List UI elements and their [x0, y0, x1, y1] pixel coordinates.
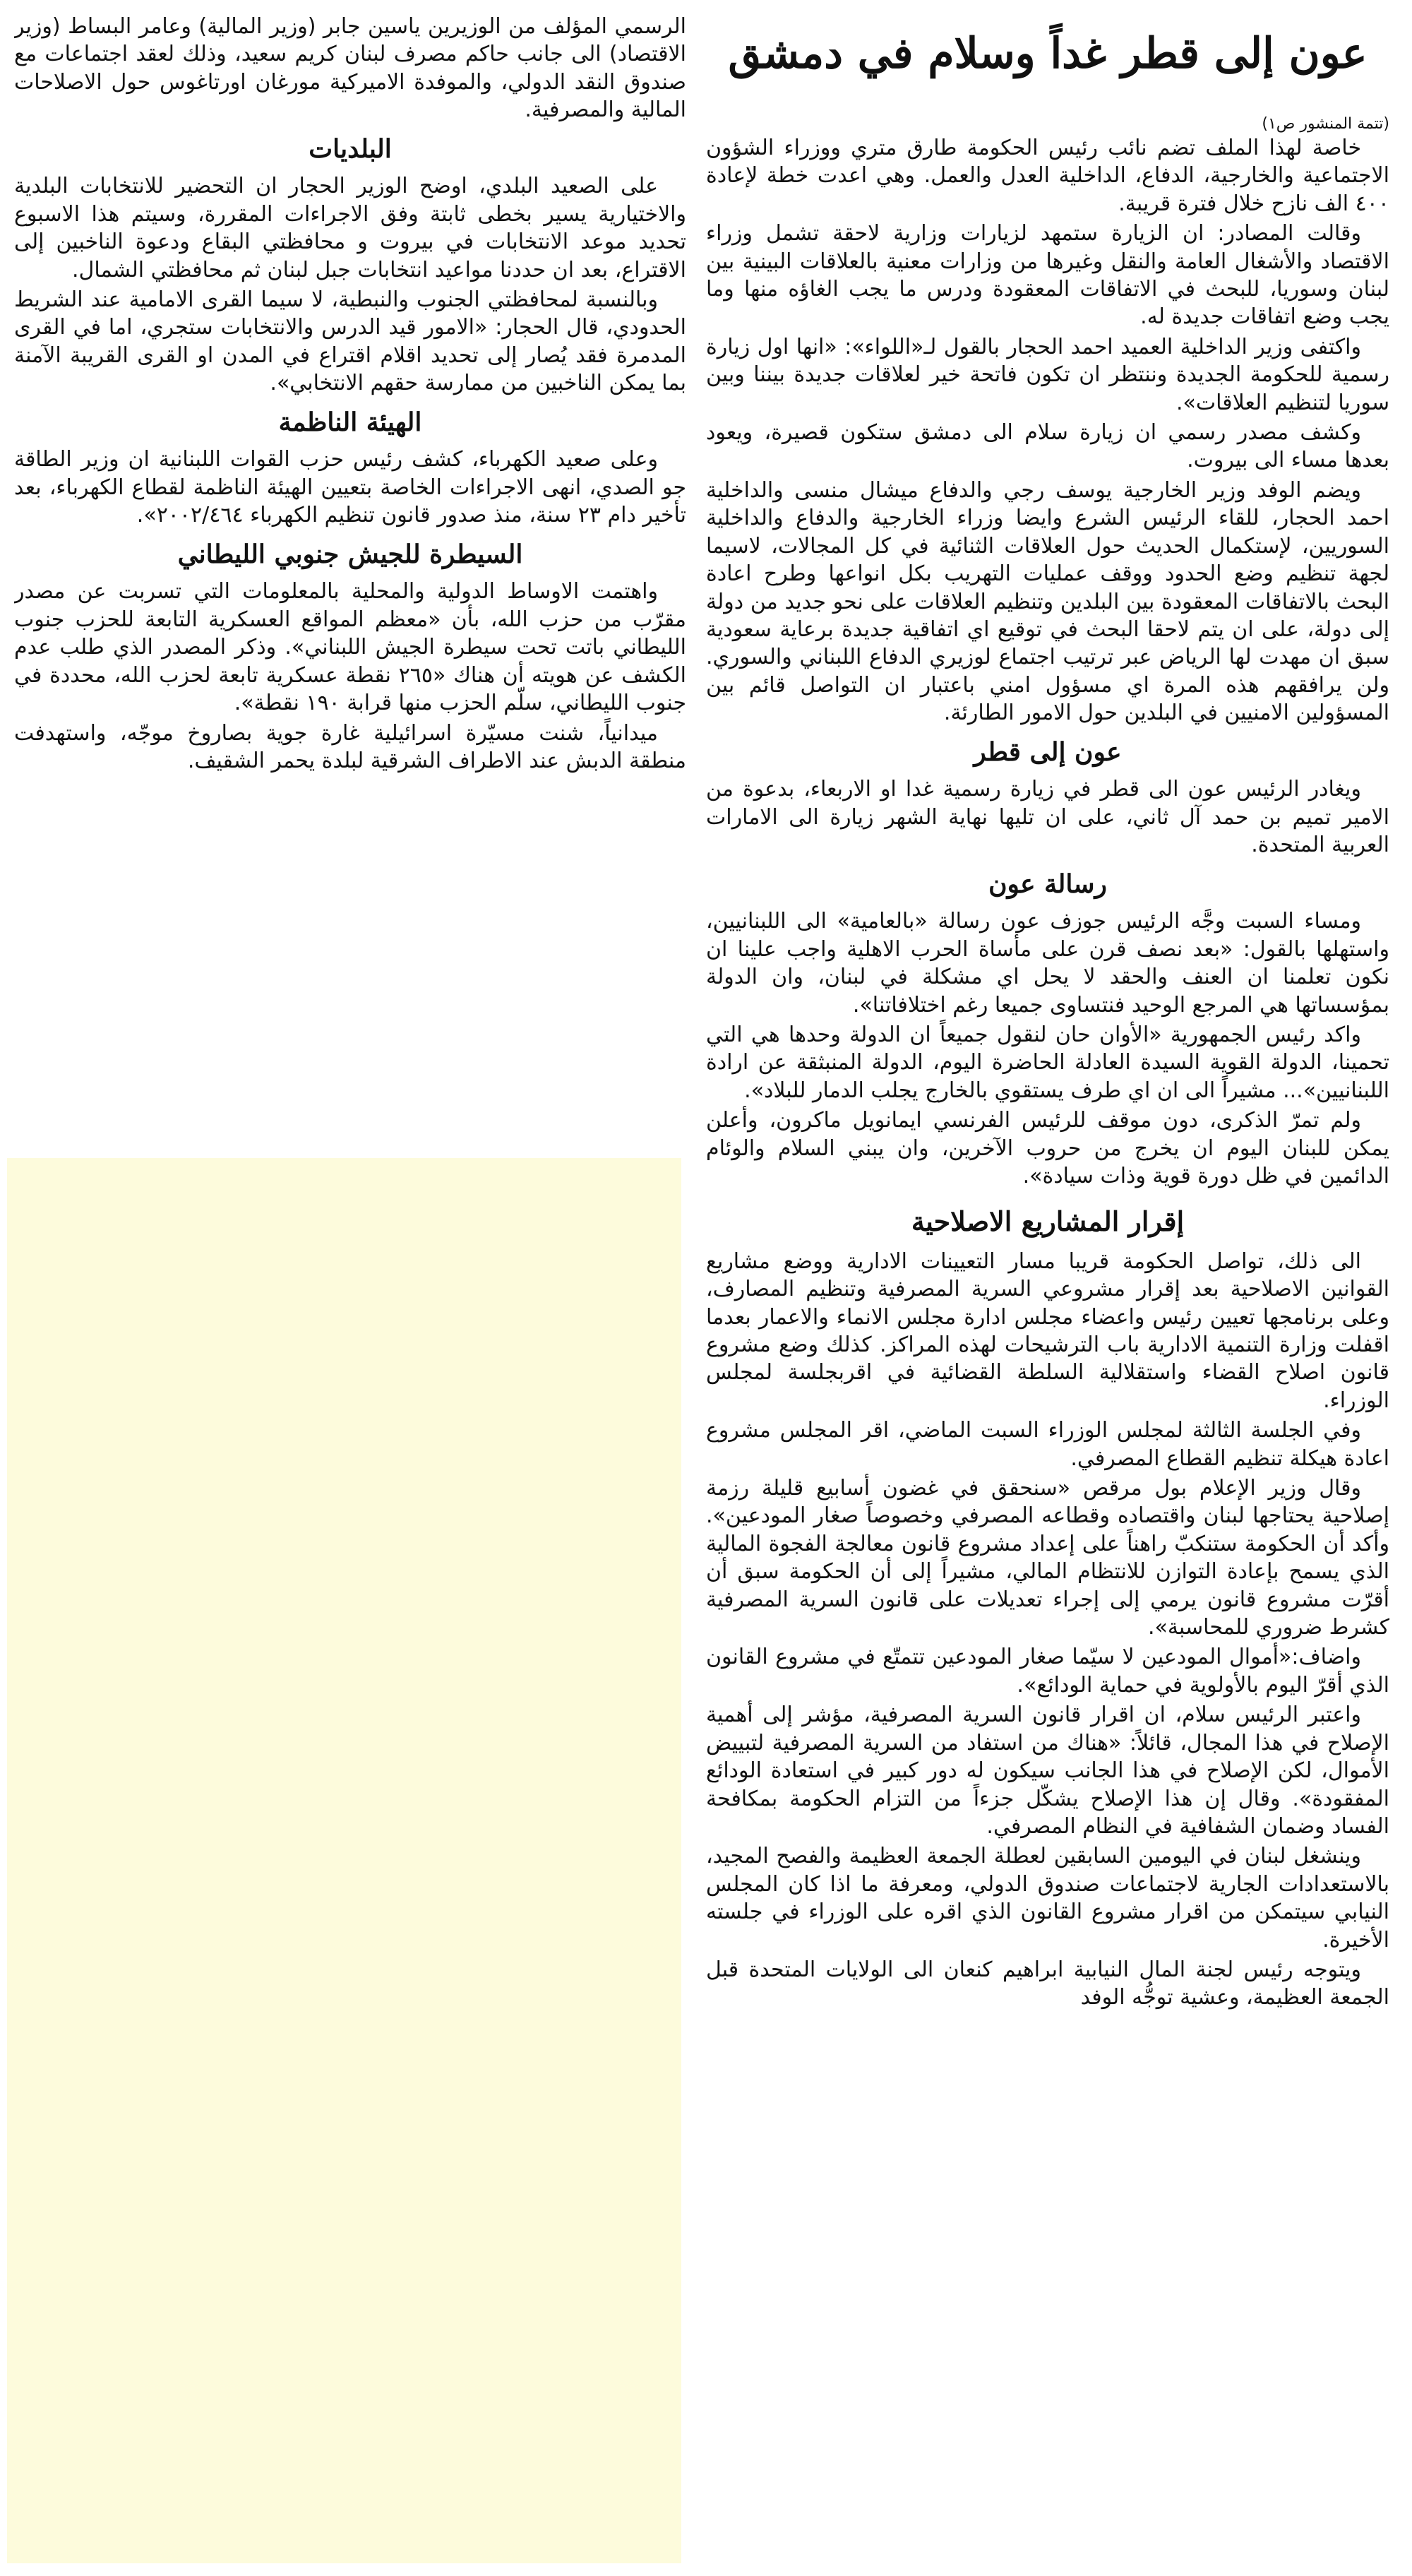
article-paragraph: واضاف:«أموال المودعين لا سيّما صغار المودعين تتمتّع في مشروع القانون الذي أقرّ اليوم بالأولوية في حماية الودائع». [706, 1645, 1389, 1698]
article-paragraph: الى ذلك، تواصل الحكومة قريبا مسار التعيينات الادارية ووضع مشاريع القوانين الاصلاحية بعد إقرار مشروعي السرية المصرفية وتنظيم المصارف، وعلى برنامجها تعيين رئيس واعضاء مجلس ادارة مجلس الانماء والاعمار بعدما اقفلت وزارة التنمية الادارية باب الترشيحات لهذه المراكز. كذلك وضع مشروع قانون اصلاح القضاء واستقلالية السلطة القضائية في اقربجلسة لمجلس الوزراء. [706, 1248, 1389, 1413]
article-paragraph: الرسمي المؤلف من الوزيرين ياسين جابر (وزير المالية) وعامر البساط (وزير الاقتصاد) الى جانب حاكم مصرف لبنان كريم سعيد، وذلك لعقد اجتماعات مع صندوق النقد الدولي، والموفدة الاميركية مورغان اورتاغوس حول الاصلاحات المالية والمصرفية. [14, 14, 686, 123]
section-heading: البلديات [309, 133, 392, 164]
article-paragraph: ويغادر الرئيس عون الى قطر في زيارة رسمية غدا او الاربعاء، بدعوة من الامير تميم بن حمد آل ثاني، على ان تليها نهاية الشهر زيارة الى الامارات العربية المتحدة. [706, 777, 1389, 858]
article-paragraph: ومساء السبت وجَّه الرئيس جوزف عون رسالة «بالعامية» الى اللبنانيين، واستهلها بالقول: «بعد نصف قرن على مأساة الحرب الاهلية واجب علينا ان نكون تعلمنا ان العنف والحقد لا يحل اي مشكلة في لبنان، وان الدولة بمؤسساتها هي المرجع الوحيد فنتساوى جميعا رغم اختلافاتنا». [706, 909, 1389, 1018]
article-paragraph: وكشف مصدر رسمي ان زيارة سلام الى دمشق ستكون قصيرة، ويعود بعدها مساء الى بيروت. [706, 420, 1389, 473]
headline: عون إلى قطر غداً وسلام في دمشق [728, 29, 1368, 78]
article-paragraph: وفي الجلسة الثالثة لمجلس الوزراء السبت الماضي، اقر المجلس مشروع اعادة هيكلة تنظيم القطاع المصرفي. [706, 1418, 1389, 1471]
right-column [706, 21, 1389, 2563]
article-paragraph: واكد رئيس الجمهورية «الأوان حان لنقول جميعاً ان الدولة وحدها هي التي تحمينا، الدولة القوية السيدة العادلة الحاضرة اليوم، الدولة المنبثقة عن ارادة اللبنانيين»... مشيراً الى ان اي طرف يستقوي بالخارج يجلب الدمار للبلاد». [706, 1022, 1389, 1103]
article-paragraph: ولم تمرّ الذكرى، دون موقف للرئيس الفرنسي ايمانويل ماكرون، وأعلن يمكن للبنان اليوم ان يخرج من حروب الآخرين، وان يبني السلام والوئام الدائمين في ظل دورة قوية وذات سيادة». [706, 1108, 1389, 1188]
advertisement-placeholder [7, 1158, 681, 2563]
article-paragraph: وقال وزير الإعلام بول مرقص «سنحقق في غضون أسابيع قليلة رزمة إصلاحية يحتاجها لبنان واقتصاده وقطاعه المصرفي وخصوصاً صغار المودعين». وأكد أن الحكومة ستنكبّ راهناً على إعداد مشروع قانون معالجة الفجوة المالية الذي يسمح بإعادة التوازن للانتظام المالي، مشيراً إلى أن الحكومة سبق أن أقرّت مشروع قانون يرمي إلى إجراء تعديلات على قانون السرية المصرفية كشرط ضروري للمحاسبة». [706, 1476, 1389, 1640]
left-column-body [14, 13, 686, 775]
article-paragraph: وينشغل لبنان في اليومين السابقين لعطلة الجمعة العظيمة والفصح المجيد، بالاستعدادات الجارية لاجتماعات صندوق الدولي، ومعرفة ما اذا كان المجلس النيابي سيتمكن من اقرار مشروع القانون الذي اقره على الوزراء في جلسته الأخيرة. [706, 1844, 1389, 1952]
article-paragraph: وعلى صعيد الكهرباء، كشف رئيس حزب القوات اللبنانية ان وزير الطاقة جو الصدي، انهى الاجراءات الخاصة بتعيين الهيئة الناظمة لقطاع الكهرباء، بعد تأخير دام ٢٣ سنة، منذ صدور قانون تنظيم الكهرباء ٢٠٠٢/٤٦٤». [14, 447, 686, 528]
section-heading: السيطرة للجيش جنوبي الليطاني [177, 539, 523, 569]
article-paragraph: ميدانياً، شنت مسيّرة اسرائيلية غارة جوية بصاروخ موجّه، واستهدفت منطقة الدبش عند الاطراف الشرقية لبلدة يحمر الشقيف. [14, 720, 686, 773]
article-paragraph: على الصعيد البلدي، اوضح الوزير الحجار ان التحضير للانتخابات البلدية والاختيارية يسير بخطى ثابتة وفق الاجراءات المقررة، وسيتم هذا الاسبوع تحديد موعد الانتخابات في بيروت و محافظتي البقاع ودعوة الناخبين إلى الاقتراع، بعد ان حددنا مواعيد انتخابات جبل لبنان ثم محافظتي الشمال. [14, 174, 686, 282]
section-heading: إقرار المشاريع الاصلاحية [911, 1205, 1185, 1238]
article-paragraph: وبالنسبة لمحافظتي الجنوب والنبطية، لا سيما القرى الامامية عند الشريط الحدودي، قال الحجار: «الامور قيد الدرس والانتخابات ستجري، اما في القرى المدمرة فقد يُصار إلى تحديد اقلام اقتراع في المدن او القرى القريبة الآمنة بما يمكن الناخبين من ممارسة حقهم الانتخابي». [14, 287, 686, 396]
section-heading: الهيئة الناظمة [278, 407, 422, 437]
right-column-body [706, 134, 1389, 2012]
article-paragraph: خاصة لهذا الملف تضم نائب رئيس الحكومة طارق متري ووزراء الشؤون الاجتماعية والخارجية، الدفاع، الداخلية العدل والعمل. وهي اعدت خطة لإعادة ٤٠٠ الف نازح خلال فترة قريبة. [706, 136, 1389, 216]
article-paragraph: ويتوجه رئيس لجنة المال النيابية ابراهيم كنعان الى الولايات المتحدة قبل الجمعة العظيمة، وعشية توجُّه الوفد [706, 1957, 1389, 2010]
continued-note: (تتمة المنشور ص١) [1262, 115, 1389, 133]
article-paragraph: واهتمت الاوساط الدولية والمحلية بالمعلومات التي تسربت عن مصدر مقرّب من حزب الله، بأن «معظم المواقع العسكرية التابعة للحزب جنوب الليطاني باتت تحت سيطرة الجيش اللبناني». وذكر المصدر الذي طلب عدم الكشف عن هويته أن هناك «٢٦٥ نقطة عسكرية تابعة لحزب الله، محددة في جنوب الليطاني، سلّم الحزب منها قرابة ١٩٠ نقطة». [14, 579, 686, 716]
section-heading: عون إلى قطر [974, 737, 1122, 767]
left-column [14, 13, 686, 1143]
article-paragraph: ويضم الوفد وزير الخارجية يوسف رجي والدفاع ميشال منسى والداخلية احمد الحجار، للقاء الرئيس الشرع وايضا وزراء الخارجية والدفاع والداخلية السوريين، لإستكمال الحديث حول العلاقات الثنائية في كل المجالات، لاسيما لجهة تنظيم وضع الحدود ووقف عمليات التهريب بكل انواعها وطرح اعادة البحث بالاتفاقات المعقودة بين البلدين وتنظيم العلاقات على نحو جديد من دولة إلى دولة، على ان يتم لاحقا البحث في توقيع اي اتفاقية جديدة برعاية سعودية سبق ان مهدت لها الرياض عبر ترتيب اجتماع لوزيري الدفاع اللبناني والسوري. ولن يرافقهم هذه المرة اي مسؤول امني باعتبار ان التواصل قائم بين المسؤولين الامنيين في البلدين حول الامور الطارئة. [706, 477, 1389, 726]
section-heading: رسالة عون [988, 869, 1107, 899]
article-paragraph: واعتبر الرئيس سلام، ان اقرار قانون السرية المصرفية، مؤشر إلى أهمية الإصلاح في هذا المجال، قائلاً: «هناك من استفاد من السرية المصرفية لتبييض الأموال، لكن الإصلاح في هذا الجانب سيكون له دور كبير في استعادة الودائع المفقودة». وقال إن هذا الإصلاح يشكّل جزءاً من التزام الحكومة بمكافحة الفساد وضمان الشفافية في النظام المصرفي. [706, 1703, 1389, 1839]
article-paragraph: وقالت المصادر: ان الزيارة ستمهد لزيارات وزارية لاحقة تشمل وزراء الاقتصاد والأشغال العامة والنقل وغيرها من وزارات معنية بالعلاقات البينية بين لبنان وسوريا، للبحث في الاتفاقات المعقودة ودرس ما يجب الغاؤه منها وما يجب وضع اتفاقات جديدة له. [706, 221, 1389, 330]
article-paragraph: واكتفى وزير الداخلية العميد احمد الحجار بالقول لـ«اللواء»: «انها اول زيارة رسمية للحكومة الجديدة وننتظر ان تكون فاتحة خير لعلاقات جديدة بيننا وبين سوريا لتنظيم العلاقات». [706, 334, 1389, 415]
